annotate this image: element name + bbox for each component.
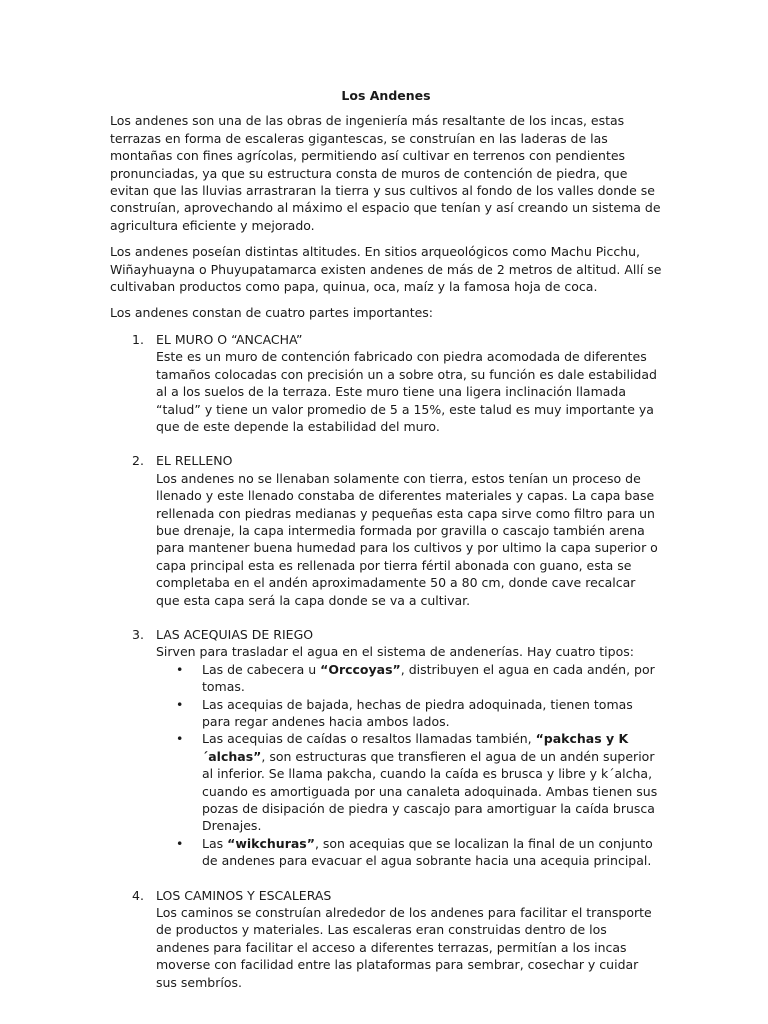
bullet-text: , distribuyen el agua en cada andén, por tomas. — [202, 661, 655, 695]
bullet-item-bajada — [156, 696, 662, 731]
bullet-text: , son acequias que se localizan la final de un conjunto de andenes para evacuar el agua sobrante hacia una acequia principal. — [202, 835, 653, 869]
section-caminos — [110, 887, 662, 991]
bullet-text: , son estructuras que transfieren el agua de un andén superior al inferior. Se llama pakcha, cuando la caída es brusca y libre y k´alcha, cuando es amortiguada por una canaleta adoquinada. Ambas tienen sus pozas de disipación de piedra y cascajo para amortiguar la caída brusca Drenajes. — [202, 748, 658, 834]
section-acequias — [110, 626, 662, 870]
section-body: Los andenes no se llenaban solamente con tierra, estos tenían un proceso de llenado y este llenado constaba de diferentes materiales y capas. La capa base rellenada con piedras medianas y pequeñas esta capa sirve como filtro para un bue drenaje, la capa intermedia formada por gravilla o cascajo también arena para mantener buena humedad para los cultivos y por ultimo la capa superior o capa principal esta es rellenada por tierra fértil abonada con guano, esta se completaba en el andén aproximadamente 50 a 80 cm, donde cave recalcar que esta capa será la capa donde se va a cultivar. — [156, 470, 658, 608]
bullet-icon: • — [176, 696, 184, 712]
section-title: EL MURO O “ANCACHA” — [156, 331, 303, 347]
bullet-item-pakchas — [156, 730, 662, 834]
bullet-bold-term: “Orccoyas” — [320, 661, 401, 677]
bullet-text: Las — [202, 835, 228, 851]
bullet-icon: • — [176, 661, 184, 677]
section-title: LAS ACEQUIAS DE RIEGO — [156, 626, 314, 642]
intro-paragraph-3: Los andenes constan de cuatro partes importantes: — [110, 305, 434, 321]
intro-paragraph-1: Los andenes son una de las obras de ingeniería más resaltante de los incas, estas terrazas en forma de escaleras gigantescas, se construían en las laderas de las montañas con fines agrícolas, permitiendo así cultivar en terrenos con pendientes pronunciadas, ya que su estructura consta de muros de contención de piedra, que evitan que las lluvias arrastraran la tierra y sus cultivos al fondo de los valles donde se construían, aprovechando al máximo el espacio que tenían y así creando un sistema de agricultura eficiente y mejorado. — [110, 113, 661, 233]
intro-paragraph-2: Los andenes poseían distintas altitudes. En sitios arqueológicos como Machu Picchu, Wiñayhuayna o Phuyupatamarca existen andenes de más de 2 metros de altitud. Allí se cultivaban productos como papa, quinua, oca, maíz y la famosa hoja de coca. — [110, 244, 662, 295]
section-number: 2. — [132, 453, 144, 469]
bullet-bold-term: “wikchuras” — [227, 835, 315, 851]
section-number: 4. — [132, 887, 144, 903]
bullet-item-orccoyas — [156, 661, 662, 696]
bullet-text: Las de cabecera u — [202, 661, 321, 677]
section-number: 1. — [132, 331, 144, 347]
bullet-text: Las acequias de caídas o resaltos llamadas también, — [202, 731, 536, 747]
section-muro — [110, 331, 662, 435]
sections-list — [110, 331, 662, 991]
section-title: EL RELLENO — [156, 453, 233, 469]
bullet-icon: • — [176, 835, 184, 851]
bullet-bold-term: “pakchas y K´alchas” — [202, 731, 629, 764]
section-title: LOS CAMINOS Y ESCALERAS — [156, 887, 332, 903]
section-number: 3. — [132, 626, 144, 642]
document-content — [110, 87, 662, 1008]
bullet-item-wikchuras — [156, 835, 662, 870]
section-body: Este es un muro de contención fabricado con piedra acomodada de diferentes tamaños colocadas con precisión un a sobre otra, su función es dale estabilidad al a los suelos de la terraza. Este muro tiene una ligera inclinación llamada “talud” y tiene un valor promedio de 5 a 15%, este talud es muy importante ya que de este depende la estabilidad del muro. — [156, 349, 657, 434]
bullet-icon: • — [176, 731, 184, 747]
acequias-bullet-list — [156, 661, 662, 870]
section-relleno — [110, 452, 662, 609]
section-body: Los caminos se construían alrededor de los andenes para facilitar el transporte de productos y materiales. Las escaleras eran construidas dentro de los andenes para facilitar el acceso a diferentes terrazas, permitían a los incas moverse con facilidad entre las plataformas para sembrar, cosechar y cuidar sus sembríos. — [156, 905, 652, 990]
section-body: Sirven para trasladar el agua en el sistema de andenerías. Hay cuatro tipos: — [156, 644, 634, 660]
document-title: Los Andenes — [341, 88, 431, 103]
bullet-text: Las acequias de bajada, hechas de piedra adoquinada, tienen tomas para regar andenes hacia ambos lados. — [202, 696, 633, 729]
